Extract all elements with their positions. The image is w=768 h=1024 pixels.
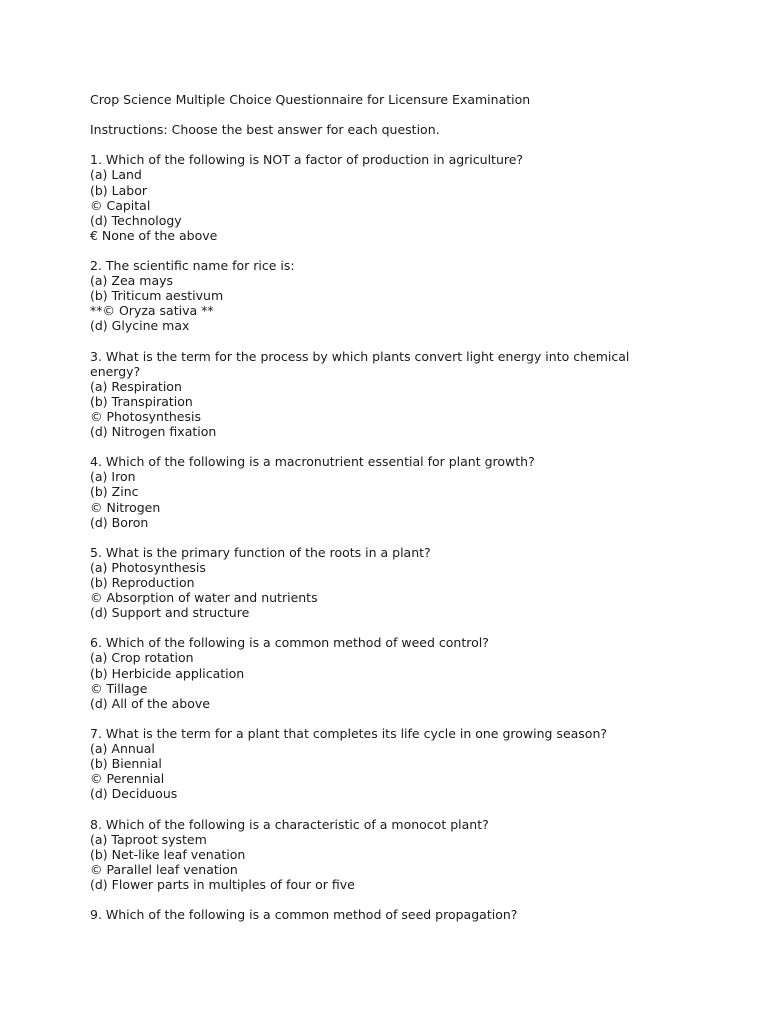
- answer-option: (d) Support and structure: [90, 605, 250, 621]
- spacer: [90, 530, 690, 545]
- question-text: 3. What is the term for the process by which plants convert light energy into chemical energy?: [90, 348, 630, 379]
- answer-option: (a) Respiration: [90, 378, 182, 394]
- document-page: [90, 92, 690, 922]
- spacer: [90, 892, 690, 907]
- question-text: 1. Which of the following is NOT a factor of production in agriculture?: [90, 152, 524, 168]
- answer-option: (d) Deciduous: [90, 786, 178, 802]
- spacer: [90, 711, 690, 726]
- spacer: [90, 334, 690, 349]
- question-block: [90, 726, 690, 801]
- question-block: [90, 817, 690, 892]
- spacer: [90, 137, 690, 152]
- instructions-text: Instructions: Choose the best answer for each question.: [90, 122, 440, 138]
- answer-option: (d) Glycine max: [90, 318, 190, 334]
- answer-option: © Photosynthesis: [90, 408, 201, 424]
- answer-option: (b) Net-like leaf venation: [90, 846, 246, 862]
- spacer: [90, 243, 690, 258]
- spacer: [90, 801, 690, 816]
- question-text: 2. The scientific name for rice is:: [90, 258, 295, 274]
- answer-option: © Tillage: [90, 680, 148, 696]
- question-block: [90, 454, 690, 529]
- answer-option: € None of the above: [90, 227, 218, 243]
- answer-option: © Perennial: [90, 771, 165, 787]
- answer-option: © Nitrogen: [90, 499, 161, 515]
- question-block: [90, 152, 690, 243]
- spacer: [90, 439, 690, 454]
- answer-option: **© Oryza sativa **: [90, 303, 214, 319]
- answer-option: (b) Biennial: [90, 756, 162, 772]
- answer-option: (a) Land: [90, 167, 142, 183]
- spacer: [90, 107, 690, 122]
- answer-option: (a) Taproot system: [90, 831, 207, 847]
- answer-option: (d) Boron: [90, 514, 149, 530]
- question-text: 8. Which of the following is a characteristic of a monocot plant?: [90, 816, 489, 832]
- question-list: [90, 152, 690, 922]
- answer-option: (a) Annual: [90, 741, 155, 757]
- question-text: 6. Which of the following is a common method of weed control?: [90, 635, 489, 651]
- answer-option: © Absorption of water and nutrients: [90, 590, 318, 606]
- answer-option: (b) Herbicide application: [90, 665, 245, 681]
- answer-option: (d) Flower parts in multiples of four or five: [90, 876, 355, 892]
- answer-option: (d) Nitrogen fixation: [90, 424, 217, 440]
- answer-option: © Parallel leaf venation: [90, 861, 238, 877]
- answer-option: (b) Transpiration: [90, 393, 193, 409]
- answer-option: (b) Zinc: [90, 484, 139, 500]
- document-title: Crop Science Multiple Choice Questionnaire for Licensure Examination: [90, 92, 531, 107]
- question-block: [90, 907, 690, 922]
- question-text: 9. Which of the following is a common method of seed propagation?: [90, 907, 518, 923]
- question-text: 7. What is the term for a plant that completes its life cycle in one growing season?: [90, 725, 608, 741]
- answer-option: (a) Photosynthesis: [90, 559, 206, 575]
- question-text: 4. Which of the following is a macronutrient essential for plant growth?: [90, 454, 535, 470]
- question-block: [90, 258, 690, 333]
- answer-option: (a) Iron: [90, 469, 136, 485]
- answer-option: (a) Zea mays: [90, 273, 174, 289]
- question-block: [90, 635, 690, 710]
- answer-option: © Capital: [90, 197, 151, 213]
- answer-option: (d) All of the above: [90, 695, 210, 711]
- answer-option: (b) Labor: [90, 182, 148, 198]
- question-block: [90, 545, 690, 620]
- answer-option: (d) Technology: [90, 212, 182, 228]
- question-block: [90, 349, 690, 440]
- answer-option: (a) Crop rotation: [90, 650, 194, 666]
- question-text: 5. What is the primary function of the roots in a plant?: [90, 544, 431, 560]
- answer-option: (b) Triticum aestivum: [90, 288, 224, 304]
- spacer: [90, 620, 690, 635]
- answer-option: (b) Reproduction: [90, 575, 195, 590]
